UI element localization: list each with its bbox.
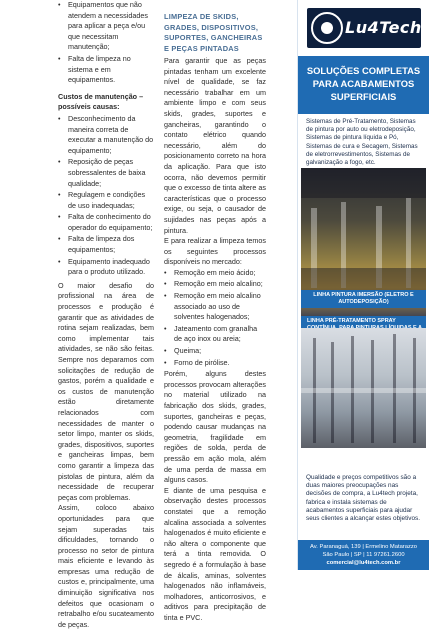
- paragraph: O maior desafio do profissional na área de processos e produção é garantir que as atividades de rotina sejam realizadas, bem como implementar tais atividades, se não são feitas. Sempre nos deparamos com solicitações de redução de gastos, porém a qualidade e os custos de manutenção estão diretamente relacionados com necessidades de manter o setor limpo, manter os skids, grades, dispositivos, suportes e gancheiras limpas, bem como garantir a limpeza das pistolas de pintura, além da necessidade de recuperar peças com problemas.: [58, 280, 154, 502]
- paragraph: Para garantir que as peças pintadas tenham um excelente nível de qualidade, se faz necessário trabalhar em um ambiente limpo e com seus skids, grades, suportes e gancheiras, garantindo o contato elétrico quando necessário, além do posicionamento correto na hora da aplicação. Para que isto ocorra, não devemos permitir que o excesso de tinta altere as características que o processo exige, ou seja, o causador de sujidades nas peças após a pintura.: [164, 56, 266, 235]
- list-item: • Jateamento com granalha de aço inox ou areia;: [164, 324, 266, 345]
- bullet-list-costs: [58, 114, 154, 278]
- list-item: • Remoção em meio alcalino associado ao uso de solventes halogenados;: [164, 291, 266, 323]
- paragraph: Assim, coloco abaixo oportunidades para que sejam superadas tais dificuldades, tornando o processo no setor de pintura mais eficiente e levando às empresas uma redução de custos e, principalmente, uma diminuição significativa nos defeitos que ocasionam o retrabalho e/ou sucateamento de peças.: [58, 503, 154, 629]
- brand-logo: [307, 8, 421, 48]
- address-line: Av. Paranaguá, 139 | Ermelino Matarazzo: [310, 544, 417, 550]
- article-column-2: [164, 12, 266, 623]
- photo-caption-pretreatment: LINHA PRÉ-TRATAMENTO SPRAY: [301, 316, 426, 341]
- photo-caption-immersion: LINHA PINTURA IMERSÃO (ELETRO E AUTODEPOSIÇÃO): [301, 290, 426, 308]
- list-item: • Equipamentos que não atendem a necessidades para aplicar a peça e/ou que necessitam manutenção;: [58, 0, 154, 53]
- list-item: • Forno de pirólise.: [164, 358, 266, 369]
- paragraph: Porém, alguns destes processos provocam alterações no material utilizado na fabricação dos skids, grades, suportes, gancheiras e peças, podendo causar mudanças na geometria, fragilidade em regiões de solda, perda de pressão em ação mola, além de uma perda de massa em alguns casos.: [164, 369, 266, 485]
- paragraph: E diante de uma pesquisa e observação destes processos constatei que a remoção alcalina associada a solventes halogenados é muito eficiente e não altera o componente que terá a tinta removida. O segredo é a formulação à base de álcalis, aminas, solventes halogenados não inflamáveis, molhadores, anticorrosivos, e aditivos para precipitação de tinta e PVC.: [164, 485, 266, 622]
- list-item: • Falta de limpeza dos equipamentos;: [58, 234, 154, 255]
- ad-body-text: Qualidade e preços competitivos são a duas maiores preocupações nas decisões de compra, a Lu4tech projeta, fabrica e instala sistemas de acabamentos superficiais para ajudar seus clientes a alcançar estes objetivos.: [306, 474, 421, 523]
- list-item: • Queima;: [164, 346, 266, 357]
- ad-headline: SOLUÇÕES COMPLETAS PARA ACABAMENTOS SUPERFICIAIS: [298, 56, 429, 114]
- section-heading: LIMPEZA DE SKIDS, GRADES, DISPOSITIVOS, SUPORTES, GANCHEIRAS E PEÇAS PINTADAS: [164, 12, 263, 53]
- bullet-list-top: [58, 0, 154, 86]
- list-item: • Falta de limpeza no sistema e em equipamentos.: [58, 54, 154, 86]
- list-item: • Remoção em meio alcalino;: [164, 279, 266, 290]
- ad-contact-block: [298, 540, 429, 570]
- ad-systems-list: Sistemas de Pré-Tratamento, Sistemas de pintura por auto ou eletrodeposição, Sistemas de pintura líquida e Pó, Sistemas de cura e Secagem, Sistemas de eletrorrevestimentos, Sistemas de galvanização a fogo, etc.: [306, 118, 418, 167]
- list-item: • Regulagem e condições de uso inadequadas;: [58, 190, 154, 211]
- bullet-list-processes: [164, 268, 266, 368]
- list-item: • Falta de conhecimento do operador do equipamento;: [58, 212, 154, 233]
- advertisement-panel: [297, 0, 428, 570]
- list-item: • Reposição de peças sobressalentes de baixa qualidade;: [58, 157, 154, 189]
- address-phone-line: São Paulo | SP | 11 97261.2600: [322, 552, 405, 558]
- photo-pretreatment-line: [301, 328, 426, 448]
- paragraph: E para realizar a limpeza temos os seguintes processos disponíveis no mercado:: [164, 236, 266, 267]
- list-item: • Desconhecimento da maneira correta de executar a manutenção do equipamento;: [58, 114, 154, 156]
- article-column-1: [58, 0, 154, 630]
- globe-logo-icon: [311, 12, 343, 44]
- list-item: • Equipamento inadequado para o produto utilizado.: [58, 257, 154, 278]
- brand-name: Lu4Tech: [345, 18, 422, 37]
- list-item: • Remoção em meio ácido;: [164, 268, 266, 279]
- email-link[interactable]: comercial@lu4tech.com.br: [326, 560, 401, 566]
- subheading-maintenance-costs: Custos de manutenção – possíveis causas:: [58, 91, 144, 112]
